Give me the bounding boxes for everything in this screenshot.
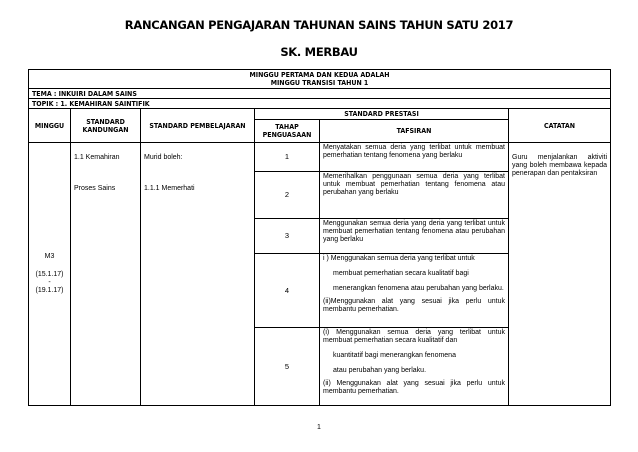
school-name: SK. MERBAU	[280, 45, 358, 59]
tafsiran-5-line-2: kuantitatif bagi menerangkan fenomena	[333, 352, 456, 359]
minggu-end: (19.1.17)	[35, 287, 64, 294]
week-banner-line-1: MINGGU PERTAMA DAN KEDUA ADALAH	[249, 71, 390, 79]
topik-label: TOPIK : 1. KEMAHIRAN SAINTIFIK	[29, 99, 611, 109]
tafsiran-4-line-3: menerangkan fenomena atau perubahan yang berlaku.	[333, 285, 504, 292]
tafsiran-5-line-4: (ii) Menggunakan alat yang sesuai jika perlu untuk membantu pemerhatian.	[323, 380, 505, 395]
tahap-3: 3	[255, 219, 320, 254]
week-banner-row	[29, 70, 611, 89]
tema-row	[29, 89, 611, 99]
tahap-1: 1	[255, 143, 320, 172]
header-catatan: CATATAN	[509, 109, 611, 143]
tafsiran-4-line-1: i ) Menggunakan semua deria yang terlibat untuk	[323, 255, 475, 262]
standard-kandungan-cell	[71, 143, 141, 406]
week-banner-line-2: MINGGU TRANSISI TAHUN 1	[270, 79, 369, 87]
week-banner	[29, 70, 611, 89]
header-standard-pembelajaran: STANDARD PEMBELAJARAN	[141, 109, 255, 143]
tafsiran-4-line-2: membuat pemerhatian secara kualitatif bagi	[333, 270, 469, 277]
header-tafsiran: TAFSIRAN	[320, 120, 509, 143]
tafsiran-5-line-1: (i) Menggunakan semua deria yang terlibat untuk membuat pemerhatian secara kualitatif dan	[323, 329, 505, 344]
rpt-table	[28, 69, 611, 406]
header-standard-kandungan: STANDARD KANDUNGAN	[71, 109, 141, 143]
catatan-cell	[509, 143, 611, 406]
standard-kandungan-item-2: Proses Sains	[74, 185, 116, 192]
header-tahap: TAHAP PENGUASAAN	[255, 120, 320, 143]
catatan-text: Guru menjalankan aktiviti yang boleh membawa kepada penerapan dan pentaksiran	[512, 154, 608, 177]
header-row-1	[29, 109, 611, 120]
level-row-1	[29, 143, 611, 172]
tafsiran-5	[320, 328, 509, 406]
minggu-week: M3	[44, 253, 55, 260]
tafsiran-4	[320, 254, 509, 328]
minggu-cell	[29, 143, 71, 406]
tahap-2: 2	[255, 172, 320, 219]
tafsiran-1	[320, 143, 509, 172]
tahap-5: 5	[255, 328, 320, 406]
tema-label: TEMA : INKUIRI DALAM SAINS	[29, 89, 611, 99]
tafsiran-3-line: Menggunakan semua deria yang deria yang terlibat untuk membuat pemerhatian tentang fenomena atau perubahan yang berlaku	[323, 220, 505, 243]
minggu-start: (15.1.17)	[35, 271, 64, 278]
header-minggu: MINGGU	[29, 109, 71, 143]
tahap-4: 4	[255, 254, 320, 328]
standard-pembelajaran-cell	[141, 143, 255, 406]
tafsiran-2-line: Memerihalkan penggunaan semua deria yang terlibat untuk membuat pemerhatian tentang fenomena atau perubahan yang berlaku	[323, 173, 505, 196]
document-title: RANCANGAN PENGAJARAN TAHUNAN SAINS TAHUN SATU 2017	[124, 18, 514, 32]
standard-kandungan-item-1: 1.1 Kemahiran	[74, 154, 120, 161]
tafsiran-4-line-4: (ii)Menggunakan alat yang sesuai jika perlu untuk membantu pemerhatian.	[323, 298, 505, 313]
minggu-dash: -	[48, 279, 51, 286]
standard-pembelajaran-item-1: Murid boleh:	[144, 154, 183, 161]
topik-row	[29, 99, 611, 109]
tafsiran-2	[320, 172, 509, 219]
tafsiran-5-line-3: atau perubahan yang berlaku.	[333, 367, 427, 374]
tafsiran-3	[320, 219, 509, 254]
header-standard-prestasi: STANDARD PRESTASI	[255, 109, 509, 120]
standard-pembelajaran-item-2: 1.1.1 Memerhati	[144, 185, 195, 192]
tafsiran-1-line: Menyatakan semua deria yang terlibat untuk membuat pemerhatian tentang fenomena yang berlaku	[323, 144, 505, 159]
page-number: 1	[317, 424, 321, 431]
